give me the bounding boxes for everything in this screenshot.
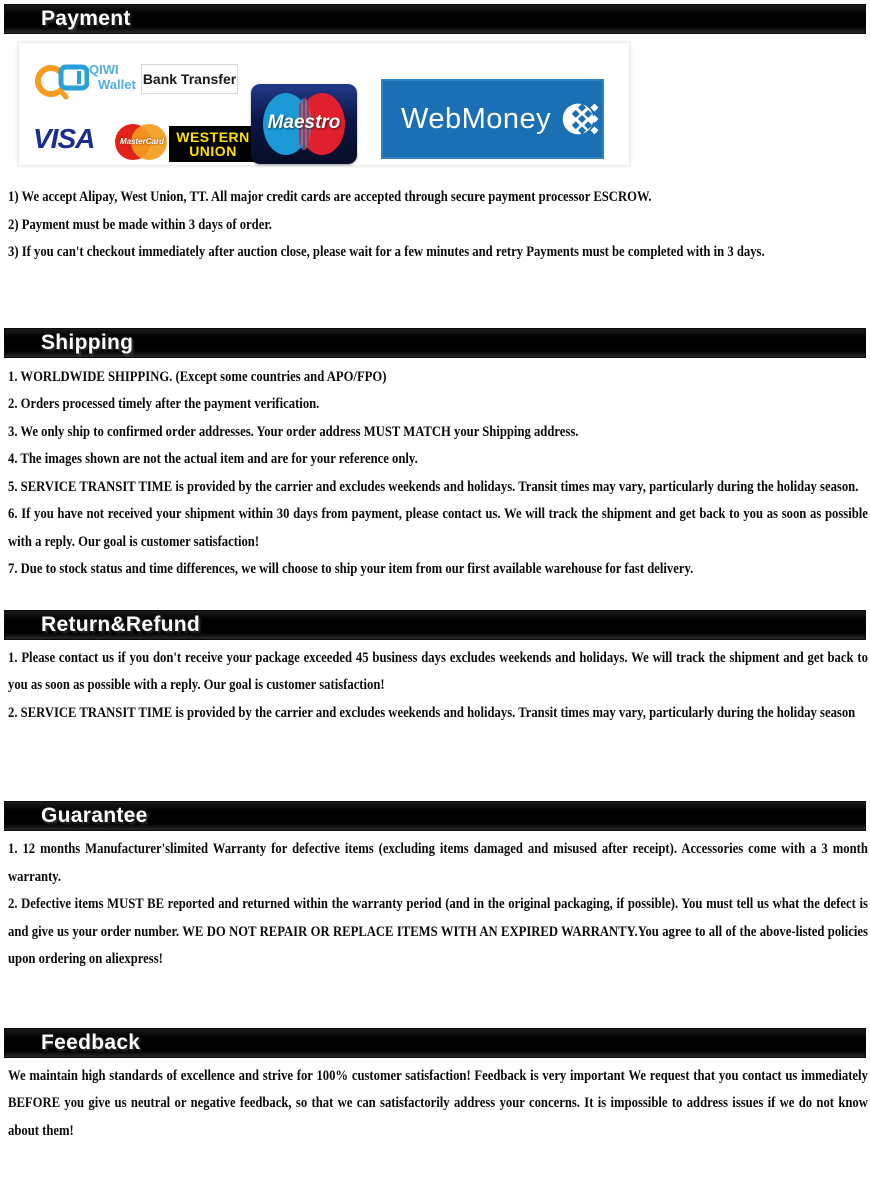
- webmoney-icon: [381, 79, 604, 159]
- webmoney-label: WebMoney: [401, 102, 552, 135]
- western-union-icon: [169, 126, 257, 162]
- return-refund-section-header: [4, 610, 866, 640]
- qiwi-logo-glyph: [31, 56, 89, 106]
- payment-methods-panel: [0, 42, 870, 164]
- shipping-section-title: Shipping: [41, 330, 134, 354]
- payment-icons-card: [18, 42, 630, 166]
- guarantee-section-header: [4, 801, 866, 831]
- mastercard-label: MasterCard: [119, 137, 164, 146]
- guarantee-item-1: 1. 12 months Manufacturer'slimited Warranty for defective items (excluding items damaged and misused after receipt). Accessories come with a 3 month warranty.: [8, 841, 868, 885]
- shipping-item-5: 5. SERVICE TRANSIT TIME is provided by the carrier and excludes weekends and holidays. Transit times may vary, particularly during the holiday season.: [8, 478, 859, 495]
- guarantee-section-title: Guarantee: [41, 804, 148, 827]
- payment-section-header: [4, 4, 866, 34]
- bank-transfer-label: Bank Transfer: [142, 71, 237, 87]
- qiwi-wallet-icon: [31, 56, 135, 106]
- feedback-paragraph: We maintain high standards of excellence and strive for 100% customer satisfaction! Feedback is very important We request that you contact us immediately BEFORE you give us neutral or negative feedback, so that we can satisfactorily address your concerns. It is impossible to address issues if we do not know about them!: [8, 1067, 868, 1139]
- mastercard-icon: [115, 123, 167, 161]
- payment-item-3: 3) If you can't checkout immediately after auction close, please wait for a few minutes and retry Payments must be completed with in 3 days.: [8, 244, 765, 260]
- shipping-item-3: 3. We only ship to confirmed order addresses. Your order address MUST MATCH your Shipping address.: [8, 423, 579, 440]
- return-refund-policy-text: [8, 645, 868, 728]
- guarantee-item-2: 2. Defective items MUST BE reported and returned within the warranty period (and in the original packaging, if possible). You must tell us what the defect is and give us your order number. WE DO NOT REPAIR OR REPLACE ITEMS WITH AN EXPIRED WARRANTY.You agree to all of the above-listed policies upon ordering on aliexpress!: [8, 896, 868, 967]
- feedback-section-title: Feedback: [41, 1030, 141, 1054]
- shipping-item-6: 6. If you have not received your shipment within 30 days from payment, please contact us. We will track the shipment and get back to you as soon as possible with a reply. Our goal is customer satisfaction!: [8, 506, 868, 550]
- shipping-section-header: [4, 328, 866, 358]
- payment-item-1: 1) We accept Alipay, West Union, TT. All major credit cards are accepted through secure payment processor ESCROW.: [8, 189, 652, 205]
- visa-icon: [33, 125, 113, 155]
- western-union-line2: UNION: [189, 143, 237, 159]
- maestro-label: Maestro: [267, 112, 341, 133]
- shipping-item-2: 2. Orders processed timely after the payment verification.: [8, 396, 320, 412]
- bank-transfer-icon: [141, 64, 238, 94]
- return-refund-item-1: 1. Please contact us if you don't receive your package exceeded 45 business days excludes weekends and holidays. We will track the shipment and get back to you as soon as possible with a reply. Our goal is customer satisfaction!: [8, 649, 868, 693]
- payment-policy-text: [8, 184, 868, 267]
- shipping-item-1: 1. WORLDWIDE SHIPPING. (Except some countries and APO/FPO): [8, 368, 387, 385]
- webmoney-globe-glyph: [561, 85, 602, 153]
- shipping-policy-text: [8, 364, 868, 584]
- return-refund-item-2: 2. SERVICE TRANSIT TIME is provided by the carrier and excludes weekends and holidays. Transit times may vary, particularly during the holiday season: [8, 704, 856, 721]
- maestro-icon: [251, 84, 357, 164]
- payment-section-title: Payment: [41, 7, 131, 30]
- shipping-item-4: 4. The images shown are not the actual item and are for your reference only.: [8, 451, 418, 467]
- guarantee-policy-text: [8, 836, 868, 974]
- return-refund-section-title: Return&Refund: [41, 612, 201, 636]
- qiwi-wallet-label: QIWI Wallet: [89, 62, 136, 92]
- visa-label: VISA: [33, 123, 95, 154]
- western-union-line1: WESTERN: [176, 129, 250, 145]
- feedback-section-header: [4, 1028, 866, 1058]
- feedback-policy-text: [8, 1063, 868, 1146]
- shipping-item-7: 7. Due to stock status and time differences, we will choose to ship your item from our first available warehouse for fast delivery.: [8, 561, 694, 577]
- payment-item-2: 2) Payment must be made within 3 days of order.: [8, 216, 272, 233]
